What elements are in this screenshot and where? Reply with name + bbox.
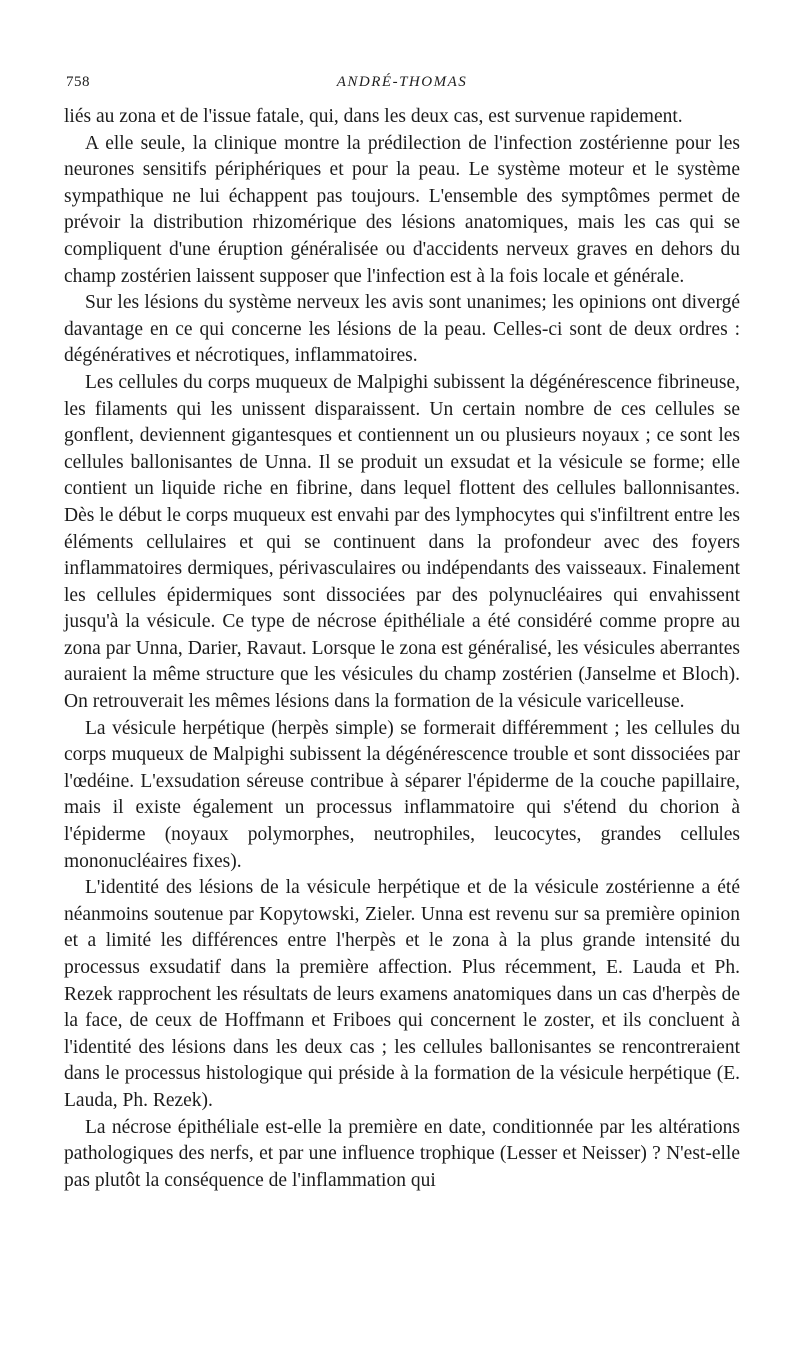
page-number: 758	[66, 74, 90, 90]
paragraph: Les cellules du corps muqueux de Malpighi subissent la dégénérescence fibrineuse, les filaments qui les unissent disparaissent. Un certain nombre de ces cellules se gonflent, deviennent gigantesques et contiennent un ou plusieurs noyaux ; ce sont les cellules ballonisantes de Unna. Il se produit un exsudat et la vésicule se forme; elle contient un liquide riche en fibrine, dans lequel flottent des cellules ballonnisantes. Dès le début le corps muqueux est envahi par des lymphocytes qui s'infiltrent entre les éléments cellulaires et qui se continuent dans la profondeur avec des foyers inflammatoires dermiques, périvasculaires ou indépendants des vaisseaux. Finalement les cellules épidermiques sont dissociées par des polynucléaires qui envahissent jusqu'à la vésicule. Ce type de nécrose épithéliale a été considéré comme propre au zona par Unna, Darier, Ravaut. Lorsque le zona est généralisé, les vésicules aberrantes auraient la même structure que les vésicules du champ zostérien (Janselme et Bloch). On retrouverait les mêmes lésions dans la formation de la vésicule varicelleuse.	[64, 371, 740, 713]
paragraph: L'identité des lésions de la vésicule herpétique et de la vésicule zostérienne a été néanmoins soutenue par Kopytowski, Zieler. Unna est revenu sur sa première opinion et a limité les différences entre l'herpès et le zona à la plus grande intensité du processus exsudatif dans la première affection. Plus récemment, E. Lauda et Ph. Rezek rapprochent les résultats de leurs examens anatomiques dans un cas d'herpès de la face, de ceux de Hoffmann et Friboes qui concernent le zoster, et ils concluent à l'identité des lésions dans les deux cas ; les cellules ballonisantes se rencontreraient dans le processus histologique qui préside à la formation de la vésicule herpétique (E. Lauda, Ph. Rezek).	[64, 877, 740, 1111]
running-header	[64, 72, 740, 98]
paragraph: La vésicule herpétique (herpès simple) se formerait différemment ; les cellules du corps muqueux de Malpighi subissent la dégénérescence trouble et sont dissociées par l'œdéine. L'exsudation séreuse contribue à séparer l'épiderme de la couche papillaire, mais il existe également un processus inflammatoire qui s'étend du chorion à l'épiderme (noyaux polymorphes, neutrophiles, leucocytes, grandes cellules mononucléaires fixes).	[64, 717, 740, 872]
paragraph: La nécrose épithéliale est-elle la première en date, conditionnée par les altérations pathologiques des nerfs, et par une influence trophique (Lesser et Neisser) ? N'est-elle pas plutôt la conséquence de l'inflammation qui	[64, 1116, 740, 1191]
paragraph-continuation: liés au zona et de l'issue fatale, qui, dans les deux cas, est survenue rapidement.	[64, 106, 683, 127]
document-page	[64, 72, 740, 1194]
body-text	[64, 104, 740, 1194]
paragraph: Sur les lésions du système nerveux les avis sont unanimes; les opinions ont divergé davantage en ce qui concerne les lésions de la peau. Celles-ci sont de deux ordres : dégénératives et nécrotiques, inflammatoires.	[64, 292, 740, 367]
paragraph: A elle seule, la clinique montre la prédilection de l'infection zostérienne pour les neurones sensitifs périphériques et pour la peau. Le système moteur et le système sympathique ne lui échappent pas toujours. L'ensemble des symptômes permet de prévoir la distribution rhizomérique des lésions anatomiques, mais les cas qui se compliquent d'une éruption généralisée ou d'accidents nerveux graves en dehors du champ zostérien laissent supposer que l'infection est à la fois locale et générale.	[64, 132, 740, 287]
running-title: ANDRÉ-THOMAS	[336, 74, 468, 90]
